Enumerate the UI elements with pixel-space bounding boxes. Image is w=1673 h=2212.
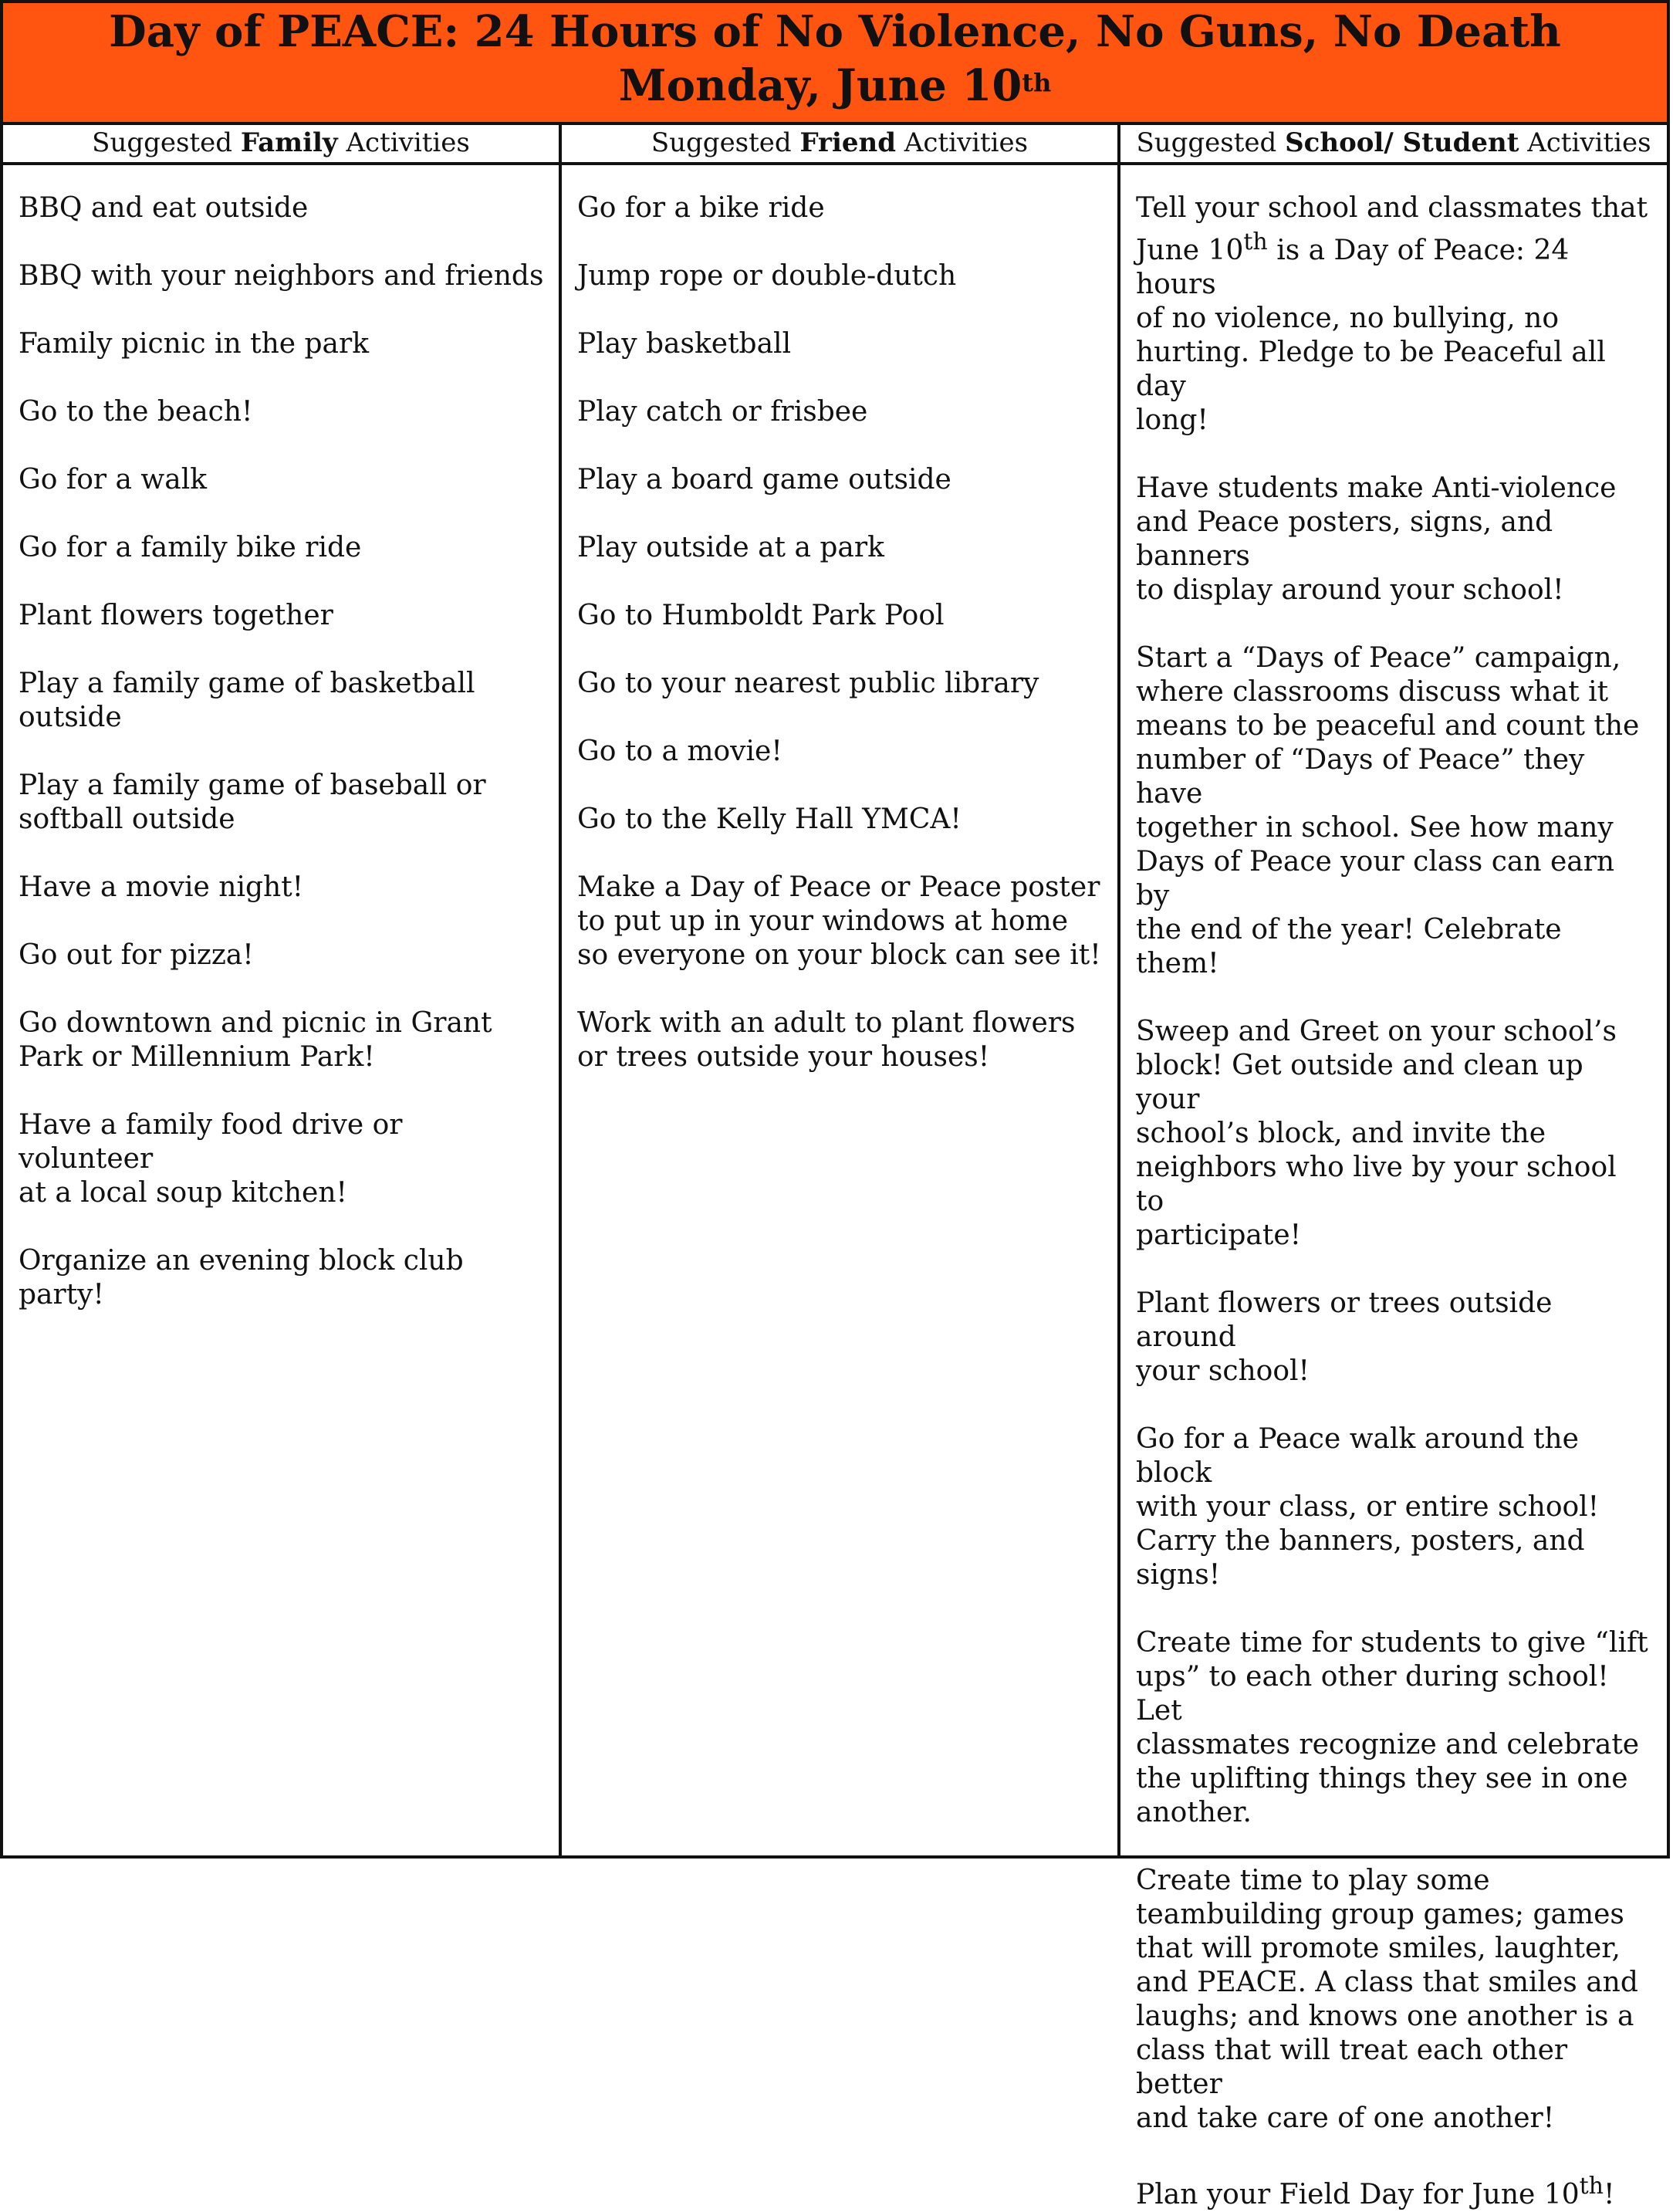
page-title: Day of PEACE: 24 Hours of No Violence, No Guns, No Death [109,6,1561,57]
list-item: Go for a bike ride [577,192,825,224]
list-item: Play a family game of basketball outside [19,668,475,733]
list-item: Jump rope or double-dutch [577,260,957,292]
ordinal-suffix: th [1579,2173,1604,2200]
list-item: BBQ with your neighbors and friends [19,260,544,292]
header-keyword: School/ Student [1285,127,1519,158]
friend-activities-list [559,165,1117,1855]
header-prefix: Suggested [651,127,800,158]
list-item: Play a family game of baseball or softball outside [19,769,486,835]
list-item [1136,2170,1653,2212]
list-item: Go to a movie! [577,736,782,767]
list-item: Play a board game outside [577,464,951,496]
list-item: Go for a family bike ride [19,532,362,563]
list-item: Have a family food drive or volunteer at a local soup kitchen! [19,1109,403,1209]
list-item: Play basketball [577,328,792,360]
item-text: Plan your Field Day for June 10 [1136,2179,1580,2210]
school-column-header [1117,125,1667,162]
list-item: Play outside at a park [577,532,884,563]
list-item: Go downtown and picnic in Grant Park or Millennium Park! [19,1007,492,1073]
header-suffix: Activities [1519,127,1651,158]
page-subtitle-date [3,59,1667,113]
item-text: is a Day of Peace: 24 hours of no violence, no bullying, no hurting. Pledge to be Peaceful all day long! [1136,235,1606,436]
list-item: BBQ and eat outside [19,192,309,224]
title-banner [3,3,1667,125]
list-item: Create time to play some teambuilding group games; games that will promote smiles, laughter, and PEACE. A class that smiles and laughs; and knows one another is a class that will treat each other better and take care of one another! [1136,1865,1638,2134]
list-item: Work with an adult to plant flowers or trees outside your houses! [577,1007,1076,1073]
list-item: Family picnic in the park [19,328,370,360]
list-item: Go to Humboldt Park Pool [577,600,945,631]
list-item: Plant flowers or trees outside around your school! [1136,1287,1553,1387]
header-keyword: Friend [799,127,896,158]
item-text: Tell your school and classmates that June 10 [1136,192,1648,266]
list-item: Play catch or frisbee [577,396,868,428]
list-item: Have a movie night! [19,871,304,903]
list-item: Have students make Anti-violence and Peace posters, signs, and banners to display around your school! [1136,472,1617,606]
date-text: Monday, June 10 [618,60,1022,111]
list-item: Organize an evening block club party! [19,1245,464,1311]
list-item: Sweep and Greet on your school’s block! Get outside and clean up your school’s block, and invite the neighbors who live by your school to participate! [1136,1016,1617,1251]
column-headers-row [3,125,1667,165]
header-keyword: Family [240,127,338,158]
date-ordinal-suffix: th [1022,68,1052,97]
list-item: Go out for pizza! [19,939,254,971]
list-item: Start a “Days of Peace” campaign, where classrooms discuss what it means to be peaceful and count the number of “Days of Peace” they have together in school. See how many Days of Peace your class can earn by the end of the year! Celebrate them! [1136,642,1640,979]
family-column-header [3,125,559,162]
item-text: ! [1603,2179,1615,2210]
list-item: Plant flowers together [19,600,333,631]
list-item [1136,191,1653,438]
family-activities-list [3,165,559,1855]
list-item: Go for a walk [19,464,208,496]
friend-column-header [559,125,1117,162]
list-item: Go to your nearest public library [577,668,1039,699]
activities-content-row [3,165,1667,2210]
list-item: Make a Day of Peace or Peace poster to put up in your windows at home so everyone on your block can see it! [577,871,1101,971]
list-item: Go to the beach! [19,396,253,428]
header-prefix: Suggested [1136,127,1286,158]
list-item: Go for a Peace walk around the block with your class, or entire school! Carry the banners, posters, and signs! [1136,1423,1600,1591]
header-suffix: Activities [896,127,1029,158]
list-item: Create time for students to give “lift ups” to each other during school! Let classmates recognize and celebrate the uplifting things they see in one another. [1136,1627,1648,1828]
ordinal-suffix: th [1243,228,1268,255]
list-item: Go to the Kelly Hall YMCA! [577,803,962,835]
header-prefix: Suggested [92,127,241,158]
school-activities-list [1117,165,1667,2210]
header-suffix: Activities [337,127,470,158]
